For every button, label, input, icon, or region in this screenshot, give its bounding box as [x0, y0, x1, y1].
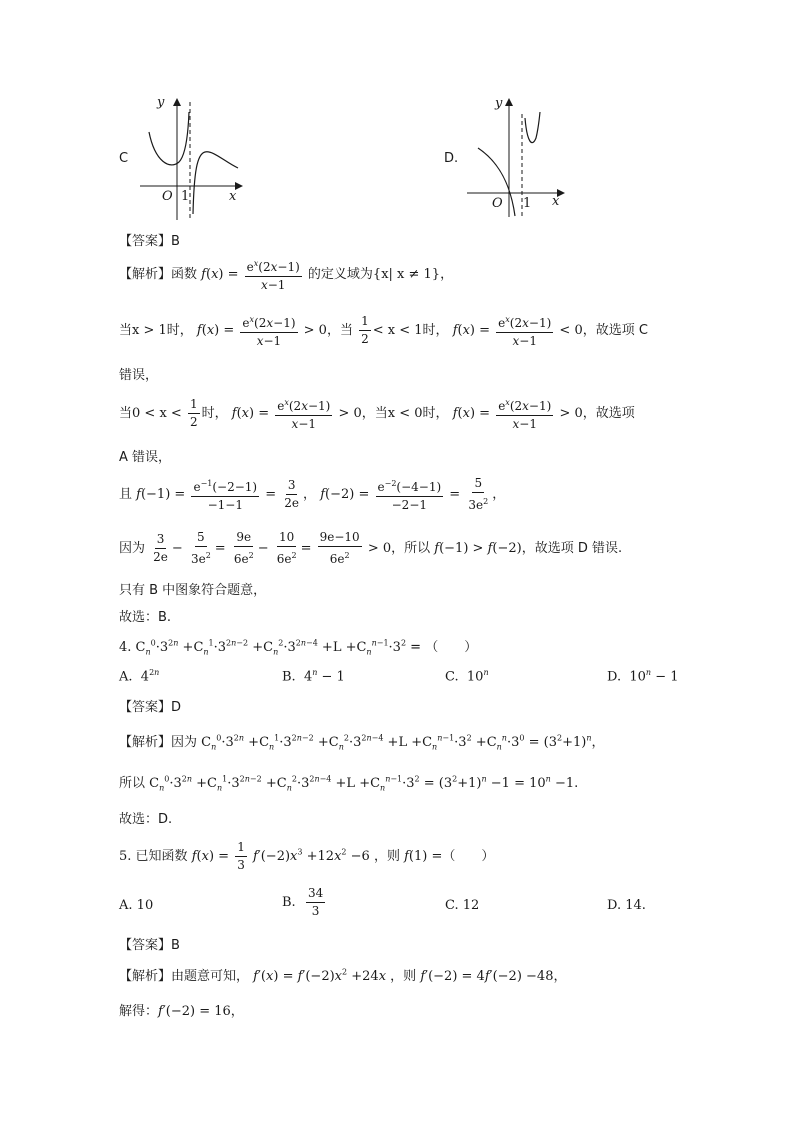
option-c-label: C [119, 151, 129, 166]
because-mid: ，所以 [391, 541, 431, 556]
fraction: $\frac{e^x(2x-1)}{x-1}$ [496, 395, 553, 432]
fraction: $\frac{e^x(2x-1)}{x-1}$ [240, 312, 297, 349]
graph-c [135, 92, 245, 222]
fraction: $\frac{e^x(2x-1)}{x-1}$ [245, 256, 302, 293]
case-condition: 0 < x < [132, 406, 182, 421]
fraction: $\frac{3}{2e}$ [284, 478, 300, 510]
fraction: $\frac{e^{-1}(-2-1)}{-1-1}$ [191, 476, 259, 513]
q3-analysis-line4: 且 f(−1) = $\frac{e^{-1}(-2-1)}{-1-1}$ = $\frac{3}{2e}$ ， f(−2) = $\frac{e^{-2}(-4-1)}{-2-1}$ = $\frac{5}{3e^2}$ ， [119, 476, 506, 512]
q5-option-b [282, 886, 327, 919]
case-condition-2: x < 0时， [387, 406, 449, 421]
answer-blank: = （ ） [410, 640, 478, 655]
q4-option-c: C. 10$^n$ [445, 668, 489, 685]
q4-option-b: B. $4^n - 1$ [282, 668, 345, 685]
case-tail: ，故选项 C [582, 323, 648, 338]
option-label: C. [445, 669, 459, 685]
solve-text: 解得： [119, 1004, 159, 1019]
because-text: 因为 [171, 735, 198, 750]
option-value: 10 [136, 898, 154, 913]
fraction: $\frac{3}{2e}$ [153, 532, 168, 564]
option-label: A. [119, 669, 133, 685]
q5-option-a [119, 898, 153, 913]
axis-y-label: y [495, 96, 503, 111]
q3-answer: 【答案】B [119, 234, 180, 249]
fraction-half: $\frac{1}{2}$ [189, 397, 198, 429]
fraction: $\frac{5}{3e^2}$ [468, 476, 489, 512]
then-text: ，则 [390, 969, 417, 984]
analysis-tag: 【解析】 [119, 735, 172, 750]
fraction: $\frac{1}{3}$ [237, 840, 245, 872]
question-number: 5. [119, 849, 132, 864]
fraction: $\frac{e^{-2}(-4-1)}{-2-1}$ [376, 476, 444, 513]
case-condition: x > 1时， [132, 323, 193, 338]
and-prefix: 且 [119, 487, 133, 502]
q3-analysis-line3: 当0 < x < $\frac{1}{2}$ 时， f(x) = $\frac{e^x(2x-1)}{x-1}$ > 0，当x < 0时， f(x) = $\frac{e^x(2x-1)}{x-1}$ > 0，故选项 [119, 397, 635, 431]
tick-one-label: 1 [523, 196, 532, 211]
fraction: $\frac{9e}{6e^2}$ [233, 530, 254, 566]
q5-option-c [445, 898, 479, 913]
case-prefix: 当 [119, 323, 133, 338]
analysis-intro: 函数 [171, 267, 198, 282]
option-label: A. [119, 898, 133, 913]
q4-option-d: D. $10^n - 1$ [607, 668, 679, 685]
fraction: $\frac{9e-10}{6e^2}$ [319, 530, 360, 566]
origin-label: O [492, 196, 503, 211]
q3-only-b: 只有 B 中图象符合题意， [119, 583, 267, 598]
option-d-label: D. [444, 151, 459, 166]
domain-set: {x| x ≠ 1} [372, 267, 441, 282]
fraction-half: $\frac{1}{2}$ [361, 314, 369, 346]
case-mid: ，当 [361, 406, 388, 421]
fraction: $\frac{e^x(2x-1)}{x-1}$ [496, 312, 553, 349]
curve-right-branch [525, 112, 540, 143]
axis-y-label: y [157, 95, 165, 110]
axis-x-label: x [229, 189, 237, 204]
origin-label: O [162, 189, 173, 204]
q4-stem: 4. $C_n^0\cdot 3^{2n} +C_n^1\cdot 3^{2n-2} +C_n^2\cdot 3^{2n-4} +L +C_n^{n-1}\cdot 3^2$ = （ ） [119, 638, 478, 657]
q3-choice: 故选：B. [119, 610, 172, 625]
case-condition-2: < x < 1时， [372, 323, 449, 338]
analysis-text: 由题意可知， [171, 969, 250, 984]
option-label: C. [445, 898, 459, 913]
q3-analysis-line5: 因为 $\frac{3}{2e}$ − $\frac{5}{3e^2}$ = $\frac{9e}{6e^2}$ − $\frac{10}{6e^2}$ = $\frac{9e-10}{6e^2}$ > 0，所以 f(−1) > f(−2)，故选项 D 错误. [119, 530, 623, 566]
q4-analysis-line2: 所以 $C_n^0\cdot 3^{2n} +C_n^1\cdot 3^{2n-2} +C_n^2\cdot 3^{2n-4} +L +C_n^{n-1}\cdot 3^2 = (3^2+1)^n -1 = 10^n -1$. [119, 774, 579, 793]
then-text: ，则 [373, 849, 400, 864]
question-intro: 已知函数 [135, 849, 188, 864]
q4-analysis-line1: 【解析】因为 $C_n^0\cdot 3^{2n} +C_n^1\cdot 3^{2n-2} +C_n^2\cdot 3^{2n-4} +L +C_n^{n-1}\cdot 3^2 +C_n^n\cdot 3^0 = (3^2+1)^n$， [119, 733, 605, 752]
q5-analysis-line1: 【解析】由题意可知， $f'(x) = f'(-2)x^2 +24x$ ，则 f′(−2) = 4f′(−2) −48， [119, 967, 567, 984]
case-mid: ，当 [326, 323, 353, 338]
q4-answer: 【答案】D [119, 700, 182, 715]
q3-line3-cont: A 错误， [119, 450, 172, 465]
option-label: B. [282, 895, 296, 910]
q5-answer: 【答案】B [119, 938, 180, 953]
fraction: $\frac{10}{6e^2}$ [276, 530, 297, 566]
q3-analysis-line2: 当x > 1时， f(x) = $\frac{e^x(2x-1)}{x-1}$ > 0，当 $\frac{1}{2}$ < x < 1时， f(x) = $\frac{e^x(2x-1)}{x-1}$ < 0，故选项 C [119, 314, 648, 348]
analysis-tag: 【解析】 [119, 969, 172, 984]
q4-choice: 故选：D. [119, 812, 173, 827]
case-shi: 时， [201, 406, 228, 421]
option-value: 12 [462, 898, 480, 913]
fraction: $\frac{5}{3e^2}$ [190, 530, 211, 566]
q5-stem: 5. 已知函数 f(x) = $\frac{1}{3}$ $f'(-2)x^3 +12x^2 -6$ ，则 f(1) =（ ） [119, 840, 495, 872]
so-text: 所以 [119, 776, 146, 791]
option-label: D. [607, 669, 622, 685]
option-label: B. [282, 669, 296, 685]
case-tail: ，故选项 [582, 406, 635, 421]
question-number: 4. [119, 640, 132, 655]
because-prefix: 因为 [119, 541, 146, 556]
q4-option-a: A. $4^{2n}$ [119, 668, 160, 685]
q3-line2-cont: 错误， [119, 368, 159, 383]
fraction: $\frac{e^x(2x-1)}{x-1}$ [275, 395, 332, 432]
analysis-tag: 【解析】 [119, 267, 172, 282]
answer-blank: （ ） [442, 849, 495, 864]
option-fraction: $\frac{34}{3}$ [307, 886, 324, 918]
tick-one-label: 1 [181, 189, 190, 204]
axis-x-label: x [552, 194, 560, 209]
because-tail: ，故选项 D 错误. [521, 541, 623, 556]
q5-analysis-line2: 解得：f′(−2) = 16， [119, 1004, 244, 1019]
option-value: 14. [625, 898, 646, 913]
y-axis-arrow [173, 98, 181, 106]
domain-text: 的定义域为 [307, 267, 373, 282]
graph-d [462, 92, 572, 222]
option-label: D. [607, 898, 622, 913]
case-prefix: 当 [119, 406, 133, 421]
q3-analysis-line1: 【解析】函数 f(x) = $\frac{e^x(2x-1)}{x-1}$ 的定义域为{x| x ≠ 1}， [119, 256, 453, 293]
curve-left-branch [149, 112, 189, 165]
curve-right-branch [193, 152, 238, 214]
q5-option-d [607, 898, 646, 913]
y-axis-arrow [505, 98, 513, 106]
